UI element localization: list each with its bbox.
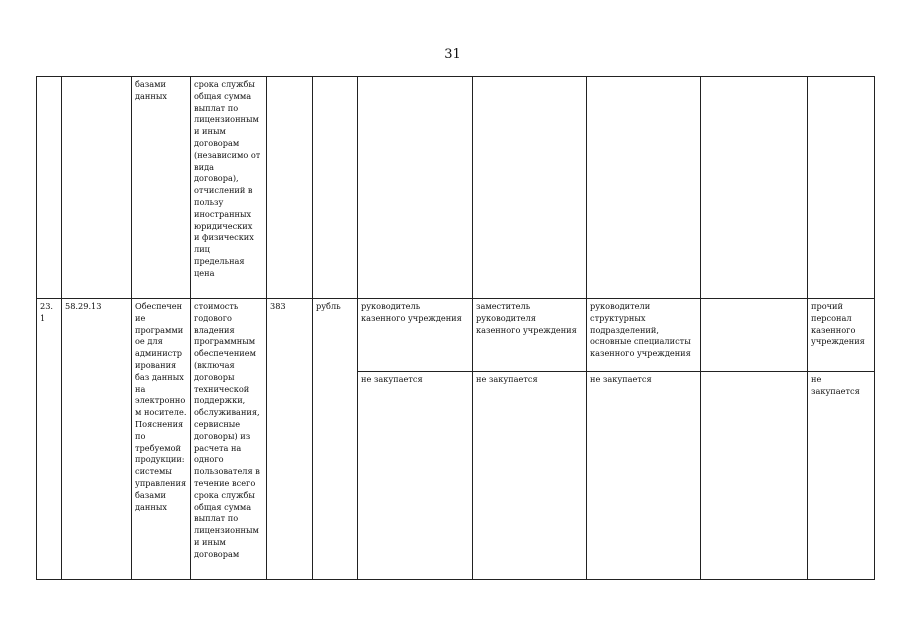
cell-position-5: [808, 299, 875, 372]
cell-number-text: 23. 1: [40, 301, 54, 323]
page-number: 31: [444, 47, 461, 62]
cell-unit: [313, 299, 358, 580]
cell-name-text: Обеспечен ие программи ое для администр ирования баз данных на электронно м носителе. Пояснения по требуемой продукции: системы управления базами данных: [135, 301, 187, 512]
cell-position-2: [473, 77, 587, 299]
position-label: прочий персонал казенного учреждения: [811, 301, 865, 347]
cell-code-text: 58.29.13: [65, 301, 102, 311]
value-label: не закупается: [361, 374, 423, 384]
cell-position-1: [358, 299, 473, 372]
cell-okei-code: [267, 77, 313, 299]
cell-okei-code-text: 383: [270, 301, 286, 311]
value-label: не закупается: [590, 374, 652, 384]
cell-position-4: [701, 77, 808, 299]
requirements-table: [36, 76, 875, 580]
cell-position-3: [587, 77, 701, 299]
cell-unit: [313, 77, 358, 299]
cell-property: [191, 299, 267, 580]
value-label: не закупается: [476, 374, 538, 384]
cell-property: [191, 77, 267, 299]
table-row-23-1-positions: [37, 299, 875, 372]
cell-value-1: [358, 372, 473, 580]
cell-name: [132, 77, 191, 299]
position-label: руководители структурных подразделений, основные специалисты казенного учреждения: [590, 301, 691, 359]
cell-unit-text: рубль: [316, 301, 341, 311]
table-row-continued: [37, 77, 875, 299]
cell-property-text: стоимость годового владения программным обеспечением (включая договоры технической поддержки, обслуживания, сервисные договоры) из расчета на одного пользователя в течение всего срока службы общая сумма выплат по лицензионным и иным договорам: [194, 301, 260, 559]
cell-position-2: [473, 299, 587, 372]
cell-code: [62, 299, 132, 580]
cell-property-text: срока службы общая сумма выплат по лицензионным и иным договорам (независимо от вида договора), отчислений в пользу иностранных юридических и физических лиц предельная цена: [194, 79, 261, 278]
cell-code: [62, 77, 132, 299]
cell-position-4: [701, 299, 808, 372]
cell-value-5: [808, 372, 875, 580]
cell-value-2: [473, 372, 587, 580]
cell-value-4: [701, 372, 808, 580]
position-label: заместитель руководителя казенного учреждения: [476, 301, 577, 335]
cell-position-5: [808, 77, 875, 299]
cell-value-3: [587, 372, 701, 580]
cell-position-1: [358, 77, 473, 299]
cell-okei-code: [267, 299, 313, 580]
cell-name-text: базами данных: [135, 79, 167, 101]
cell-number: [37, 77, 62, 299]
cell-position-3: [587, 299, 701, 372]
cell-number: [37, 299, 62, 580]
cell-name: [132, 299, 191, 580]
value-label: не закупается: [811, 374, 860, 396]
position-label: руководитель казенного учреждения: [361, 301, 462, 323]
